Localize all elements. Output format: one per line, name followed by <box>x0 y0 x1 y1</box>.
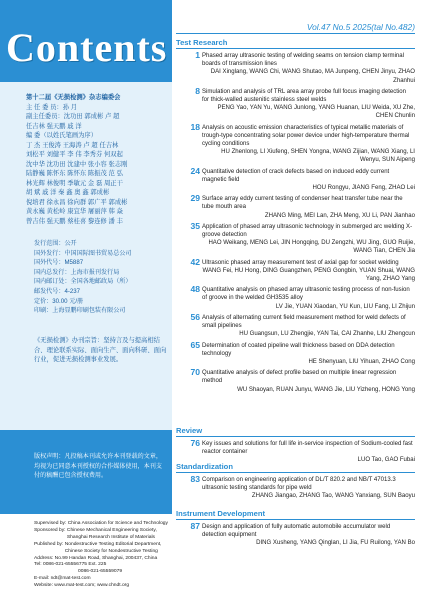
article-title: Quantitative analysis of defect profile based on multiple linear regression method <box>202 370 397 385</box>
article-title: Phased array ultrasonic testing of welding seams on tension clamp terminal boards of transmission lines <box>202 53 405 68</box>
article-title: Analysis on acoustic emission characteristics of typical metallic materials of trough-type concentrating solar power device under high-temperature thermal cycling conditions <box>202 124 410 148</box>
article-authors: WANG Fei, HU Hong, DING Guangzhen, PENG Gongbin, YUAN Shuai, WANG Yang, ZHAO Yang <box>202 267 415 283</box>
article-authors: WU Shaoyan, RUAN Junyu, WANG Jie, LIU Yizheng, HONG Yong <box>237 386 415 393</box>
toc-entry[interactable] <box>176 286 415 311</box>
toc-entry[interactable] <box>176 339 415 367</box>
section-standardization <box>176 462 415 504</box>
article-authors: LV Jie, YUAN Xiaodan, YU Kun, LIU Fang, LI Zhijun <box>275 303 415 310</box>
page-number: 29 <box>190 193 200 204</box>
article-authors: PENG Yao, YAN Yu, WANG Junlong, YANG Huanan, LIU Weida, XU Zhe, CHEN Chunlin <box>217 105 415 120</box>
page-number: 35 <box>190 220 200 231</box>
editorial-board <box>26 93 168 226</box>
toc-entry[interactable] <box>176 85 415 121</box>
article-title: Analysis of alternating current field measurement method for weld defects of small pipelines <box>202 314 406 330</box>
page-number: 8 <box>195 85 200 96</box>
email-link[interactable]: E-mail: ndt@mat-test.com <box>34 576 91 582</box>
copyright-notice: 版权声明：凡投稿本刊或允许本刊登载的文章，均视为已同意本刊授权的合作媒体使用，本刊支付的稿酬已包含授权费用。 <box>34 453 162 479</box>
sponsored-value: Chinese Mechanical Engineering Society, Shanghai Research Institute of Materials <box>66 527 157 540</box>
page-number: 76 <box>190 438 200 448</box>
editorial-board-title: 第十二届《无损检测》杂志编委会 <box>26 94 121 101</box>
published-label: Published by: <box>34 541 64 547</box>
article-title: Key issues and solutions for full life in-service inspection of Sodium-cooled fast reactor container <box>202 441 413 456</box>
page-number: 42 <box>190 256 200 267</box>
section-heading: Test Research <box>176 38 415 49</box>
editorial-line: 任吉林 强天鹏 戚 洋 <box>26 122 82 130</box>
editorial-line: 编 委（以姓氏笔画为序） <box>26 132 98 139</box>
article-title: Application of phased array ultrasonic technology in submerged arc welding X-groove detection <box>202 223 413 239</box>
distribution-info <box>34 239 170 316</box>
editorial-line: 刘松平 刘健平 李 伟 李秀芬 何双起 <box>26 151 123 158</box>
toc-entry[interactable] <box>176 256 415 284</box>
editorial-line: 沈中华 沈功田 沈建中 张小容 张志刚 <box>26 160 128 168</box>
toc-entry[interactable] <box>176 165 415 193</box>
supervised-label: Supervised by: <box>34 521 67 526</box>
left-column <box>0 0 172 603</box>
article-authors: HE Shenyuan, LIU Yihuan, ZHAO Cong <box>308 358 415 365</box>
section-heading: Review <box>176 426 415 437</box>
published-value: Nondestructive Testing Editorial Department, Chinese Society for Nondestructive Testing <box>64 541 162 554</box>
page-number: 48 <box>190 284 200 295</box>
publisher-info <box>34 521 172 590</box>
address-label: Address: <box>34 555 54 561</box>
contents-logo: Contents <box>6 25 168 70</box>
info-line: 国外代号：M5887 <box>34 259 84 267</box>
page-number: 87 <box>190 521 200 531</box>
article-title: Quantitative analysis on phased array ultrasonic testing process of non-fusion of groove in the welded GH3535 alloy <box>202 287 410 302</box>
article-title: Quantitative detection of crack defects based on induced eddy current magnetic field <box>202 168 390 183</box>
article-title: Surface array eddy current testing of condenser heat transfer tube near the tube mouth area <box>202 196 403 211</box>
info-line: 印刷：上海显鹏印刷包装有限公司 <box>34 307 126 315</box>
editorial-line: 曾吉伟 强天鹏 蔡桂喜 黎连修 潘 丰 <box>26 217 123 225</box>
article-title: Comparison on engineering application of DL/T 820.2 and NB/T 47013.3 ultrasonic testing standards for pipe weld <box>202 477 396 492</box>
toc-entry[interactable] <box>176 311 415 339</box>
editorial-line: 陆静巍 陈怀东 陈怀东 陈振茂 范 弘 <box>26 170 123 177</box>
editorial-line: 林光辉 林俊明 季敏元 金 磊 周正干 <box>26 179 123 187</box>
editorial-line: 主 任 委 员：孙 月 <box>26 103 78 111</box>
article-authors: HU Guangsun, LU Zhengjie, YAN Tai, CAI Zhanhe, LIU Zhengcun <box>239 331 415 338</box>
tel-line-2: 0086-021-65559079 <box>78 569 123 575</box>
article-title: Ultrasonic phased array measurement test of axial gap for socket welding <box>202 259 399 266</box>
section-heading: Standardization <box>176 462 415 473</box>
info-line: 邮发代号：4-237 <box>34 287 81 295</box>
website-link[interactable]: Website: www.mat-test.com; www.chndt.org <box>34 583 130 589</box>
article-title: Design and application of fully automatic automobile accumulator weld detection equipment <box>202 524 391 539</box>
toc-entry[interactable] <box>176 121 415 165</box>
info-line: 国内总发行：上海市报刊发行局 <box>34 268 120 276</box>
toc-entry[interactable] <box>176 195 415 220</box>
editorial-line: 丁 杰 王俊涛 王海涛 卢 超 任吉林 <box>26 141 119 149</box>
toc-entry[interactable] <box>176 220 415 256</box>
supervised-value: China Association for Science and Technology <box>67 521 168 526</box>
section-instrument-development <box>176 509 415 551</box>
editorial-line: 副主任委员：沈功田 郭成彬 卢 超 <box>26 113 120 120</box>
article-authors: DING Xusheng, YANG Qinglan, LI Jia, FU Ruilong, YAN Bo <box>256 540 415 547</box>
toc-entry[interactable] <box>176 523 415 548</box>
sponsored-row <box>34 528 172 542</box>
article-title: Determination of coated pipeline wall thickness based on DDA detection technology <box>202 342 395 357</box>
info-line: 发行范围：公开 <box>34 240 77 247</box>
page-number: 1 <box>195 50 200 60</box>
section-test-research <box>176 38 415 397</box>
article-authors: ZHANG Jiangao, ZHANG Tao, WANG Yanxiang, SUN Baoyu <box>251 493 415 500</box>
info-line: 定价：30.00 元/册 <box>34 297 84 305</box>
article-authors: DAI Xinglang, WANG Chi, WANG Shutao, MA Junpeng, CHEN Jinyu, ZHAO Zhanhui <box>210 69 415 84</box>
toc-entry[interactable] <box>176 440 415 465</box>
page-number: 70 <box>190 367 200 378</box>
supervised-row <box>34 521 172 528</box>
contents-column <box>172 0 427 603</box>
article-authors: HOU Rongyu, JIANG Feng, ZHAO Lei <box>312 185 415 192</box>
address-value: No.99 Handan Road, Shanghai, 200437, China <box>54 555 158 561</box>
toc-entry[interactable] <box>176 476 415 501</box>
info-line: 国外发行：中国国际图书贸易总公司 <box>34 249 132 257</box>
page-number: 24 <box>190 165 200 176</box>
page-number: 83 <box>190 474 200 484</box>
tel-line: Tel: 0086-021-65556775 Ext. 225 <box>34 562 107 568</box>
journal-motto: 《无损检测》办刊宗旨：坚持言及与提高相结合、理论联系实际、面向生产、面向科研、面向行业，促进无损检测事业发展。 <box>34 337 167 364</box>
info-line: 国内邮订处：全国各地邮政局（所） <box>34 278 132 286</box>
article-authors: ZHANG Ming, MEI Lan, ZHA Meng, XU Li, PAN Jianhao <box>264 212 415 219</box>
editorial-line: 黄永巍 黄松岭 康宜华 屠丽萍 韩 焱 <box>26 208 123 215</box>
editorial-line: 胡 斌 戚 洋 秦 鑫 奥 鑫 郭成彬 <box>26 189 110 196</box>
page-number: 65 <box>190 339 200 350</box>
volume-rule <box>176 33 415 34</box>
toc-entry[interactable] <box>176 369 415 394</box>
article-title: Simulation and analysis of TRL area array probe full focus imaging detection for thick-walled austenitic stainless steel welds <box>202 88 407 104</box>
article-authors: LUO Tao, GAO Fubai <box>357 457 415 464</box>
article-authors: HU Zhenlong, LI Xiufeng, SHEN Yongna, WANG Zijian, WANG Xiang, LI Wenyu, SUN Aipeng <box>221 149 415 164</box>
page-number: 56 <box>190 311 200 322</box>
section-heading: Instrument Development <box>176 509 415 520</box>
published-row <box>34 542 172 556</box>
volume-label: Vol.47 No.5 2025(tal No.482) <box>306 22 415 32</box>
editorial-line: 倪培君 徐永昌 徐向群 郭广平 郭成彬 <box>26 198 128 206</box>
page-number: 18 <box>190 121 200 132</box>
article-authors: HAO Weikang, MENG Lei, JIN Hongqing, DU Zengzhi, WU Jing, GUO Ruijie, WANG Tian, CHEN Jia <box>208 240 415 255</box>
toc-entry[interactable] <box>176 52 415 85</box>
sponsored-label: Sponsored by: <box>34 527 66 533</box>
